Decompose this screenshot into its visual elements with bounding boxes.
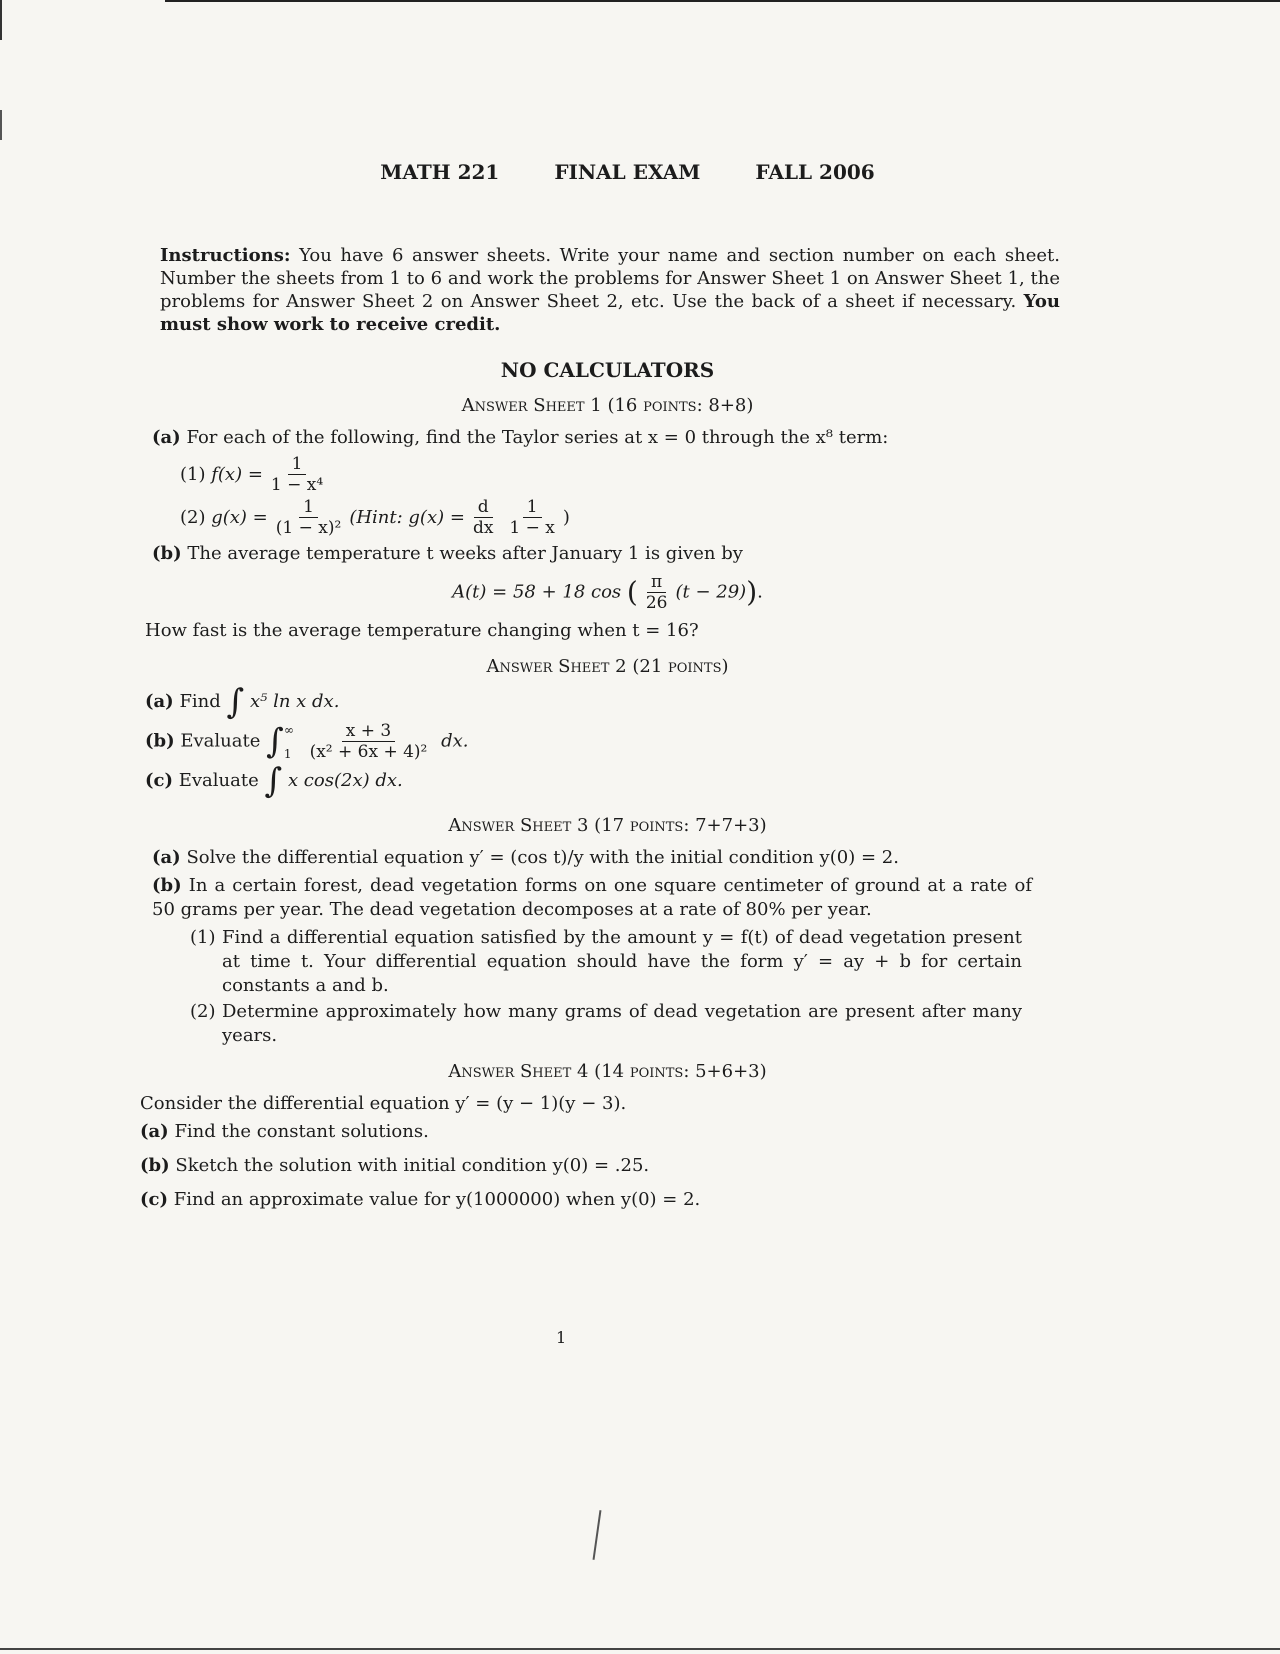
lower-limit: 1 [283, 746, 292, 761]
sheet1-a2 [180, 497, 1075, 538]
sheet1-a1-fraction [267, 454, 327, 495]
sheet4-part-c [140, 1188, 1075, 1212]
sheet3-b2-num: (2) [190, 1001, 216, 1022]
sheet4-part-b [140, 1154, 1075, 1178]
sheet4-b-text: Sketch the solution with initial condition y(0) = .25. [175, 1155, 650, 1176]
sheet1-b-label: (b) [152, 543, 182, 564]
sheet1-a-text: For each of the following, find the Taylor series at x = 0 through the x⁸ term: [186, 427, 889, 448]
sheet4-intro: Consider the differential equation y′ = (y − 1)(y − 3). [140, 1093, 627, 1114]
hint-derivative [469, 497, 497, 538]
integral-sign: ∫ [266, 721, 284, 762]
upper-limit: ∞ [283, 722, 294, 737]
exam-term: FALL 2006 [755, 160, 875, 184]
formula-right: (t − 29) [675, 581, 747, 603]
hint-close: ) [562, 506, 570, 528]
page-number: 1 [556, 1328, 567, 1347]
sheet4-a-label: (a) [140, 1121, 169, 1142]
sheet3-a-text: Solve the differential equation y′ = (cos t)/y with the initial condition y(0) = 2. [186, 847, 899, 868]
sheet3-b1 [190, 926, 1075, 998]
hint-fraction [505, 497, 558, 538]
sheet2-c-text: Evaluate [178, 770, 259, 791]
sheet4-title: Answer Sheet 4 (14 points: 5+6+3) [448, 1061, 767, 1082]
sheet3-b1-num: (1) [190, 927, 216, 948]
sheet4-a-text: Find the constant solutions. [174, 1121, 429, 1142]
sheet3-b1-text: Find a differential equation satisfied by the amount y = f(t) of dead vegetation present at time t. Your differential equation should have the form y′ = ay + b for certain constants a and b. [222, 927, 1022, 996]
fraction-denominator: (x² + 6x + 4)² [309, 742, 428, 762]
sheet1-a2-fraction [272, 497, 346, 538]
sheet1-a2-hint-open: (Hint: g(x) = [349, 506, 465, 528]
sheet2-b-text: Evaluate [180, 730, 261, 752]
hint-d: d [474, 497, 493, 518]
sheet2-c-integrand: x cos(2x) dx. [287, 770, 403, 791]
pi-over-26 [642, 572, 672, 613]
pen-mark [593, 1510, 602, 1560]
sheet2-a-integrand: x⁵ ln x dx. [250, 691, 340, 712]
sheet4-c-text: Find an approximate value for y(1000000) when y(0) = 2. [173, 1189, 701, 1210]
sheet2-part-c [145, 761, 1075, 801]
sheet4-b-label: (b) [140, 1155, 170, 1176]
no-calculators-heading: NO CALCULATORS [500, 358, 715, 382]
sheet2-b-fraction [306, 721, 432, 762]
integral-sign: ∫ [226, 682, 245, 722]
hint-one: 1 [523, 497, 542, 518]
sheet2-a-label: (a) [145, 691, 174, 712]
sheet3-b2-text: Determine approximately how many grams of dead vegetation are present after many years. [222, 1001, 1022, 1046]
sheet3-part-a [152, 846, 1032, 870]
temperature-formula: A(t) = 58 + 18 cos ( $\frac{\pi}{26}$ (t − 29)). [452, 572, 763, 613]
sheet2-part-b [145, 721, 1075, 762]
sheet4-c-label: (c) [140, 1189, 168, 1210]
scan-edge-left [0, 0, 2, 40]
sheet1-b-text: The average temperature t weeks after January 1 is given by [187, 543, 743, 564]
sheet1-part-b [152, 542, 1075, 566]
sheet3-b-text: In a certain forest, dead vegetation forms on one square centimeter of ground at a rate of 50 grams per year. The dead vegetation decomposes at a rate of 80% per year. [152, 875, 1032, 920]
instructions-body: You have 6 answer sheets. Write your name and section number on each sheet. Number the sheets from 1 to 6 and work the problems for Answer Sheet 1 on Answer Sheet 1, the problems for Answer Sheet 2 on Answer Sheet 2, etc. Use the back of a sheet if necessary. [160, 245, 1060, 312]
sheet2-b-label: (b) [145, 730, 175, 752]
sheet2-part-a [145, 682, 1075, 722]
sheet1-a1-num: (1) [180, 463, 206, 485]
scan-edge-bottom [0, 1648, 1280, 1650]
sheet1-a-label: (a) [152, 427, 181, 448]
fraction-denominator: (1 − x)² [275, 518, 342, 538]
sheet1-a1-lhs: f(x) = [211, 463, 263, 485]
sheet3-part-b [152, 874, 1032, 922]
exam-title: FINAL EXAM [554, 160, 701, 184]
sheet1-a1 [180, 454, 1075, 495]
sheet1-a2-num: (2) [180, 506, 206, 528]
sheet2-b-dx: dx. [441, 730, 469, 752]
instructions-emphasis: You must show work to receive credit. [160, 291, 1060, 335]
sheet1-b-question: How fast is the average temperature changing when t = 16? [145, 620, 699, 641]
sheet2-a-text: Find [179, 691, 221, 712]
sheet3-title: Answer Sheet 3 (17 points: 7+7+3) [448, 815, 767, 836]
sheet1-title: Answer Sheet 1 (16 points: 8+8) [461, 395, 754, 416]
fraction-numerator: 1 [299, 497, 318, 518]
sheet4-part-a [140, 1120, 1075, 1144]
sheet1-part-a [152, 426, 1075, 450]
sheet3-a-label: (a) [152, 847, 181, 868]
instructions-lead: Instructions: [160, 245, 291, 266]
exam-page [140, 150, 1075, 1216]
sheet3-b-label: (b) [152, 875, 182, 896]
scan-edge-top [165, 0, 1280, 2]
integral-sign: ∫ [264, 761, 283, 801]
pi: π [647, 572, 666, 593]
formula-left: A(t) = 58 + 18 cos [452, 581, 622, 603]
integral-limits [284, 724, 294, 760]
hint-dx: dx [472, 518, 494, 538]
fraction-numerator: 1 [288, 454, 307, 475]
sheet3-b2 [190, 1000, 1075, 1048]
sheet2-c-label: (c) [145, 770, 173, 791]
sheet1-a2-lhs: g(x) = [211, 506, 268, 528]
fraction-numerator: x + 3 [342, 721, 395, 742]
instructions [160, 244, 1060, 336]
exam-header [140, 160, 1075, 184]
twenty-six: 26 [645, 593, 668, 613]
fraction-denominator: 1 − x⁴ [270, 475, 324, 495]
sheet2-title: Answer Sheet 2 (21 points) [486, 656, 729, 677]
scan-edge-left-2 [0, 110, 2, 140]
course-title: MATH 221 [380, 160, 500, 184]
hint-den: 1 − x [509, 518, 555, 538]
